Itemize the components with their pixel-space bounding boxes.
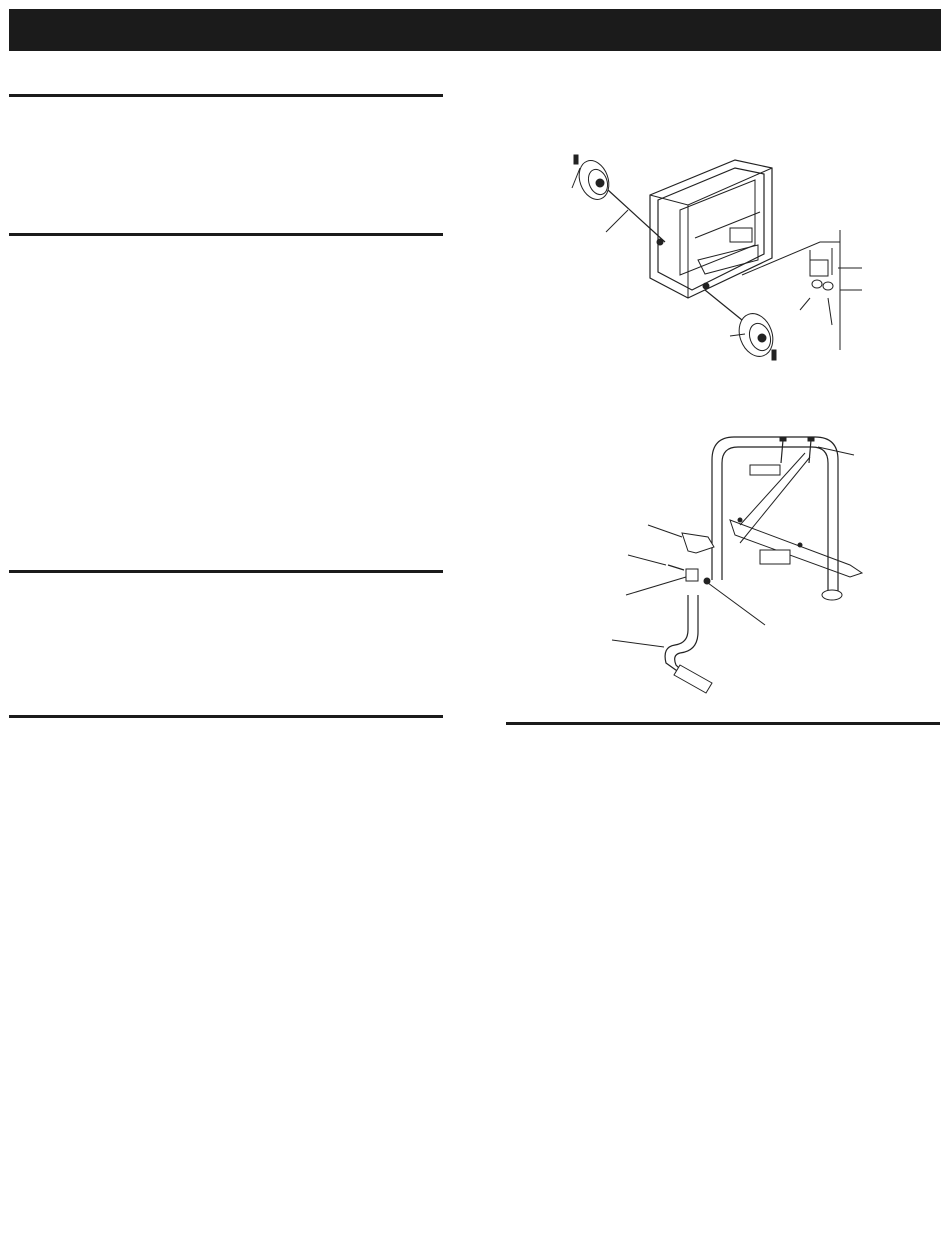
handle-kit-diagram [600, 425, 870, 695]
section-rule [9, 94, 443, 97]
section-rule [9, 570, 443, 573]
bolt-drawing [780, 437, 814, 463]
frame-drawing [712, 437, 862, 600]
section-rule [9, 233, 443, 236]
wheel-drawing [574, 155, 614, 204]
frame-drawing [650, 160, 772, 298]
wheel-kit-diagram [510, 150, 930, 370]
header-bar [9, 9, 941, 51]
handle-drawing [665, 533, 714, 693]
section-rule [506, 722, 940, 725]
section-rule [9, 715, 443, 718]
axle-drawing [608, 190, 742, 320]
